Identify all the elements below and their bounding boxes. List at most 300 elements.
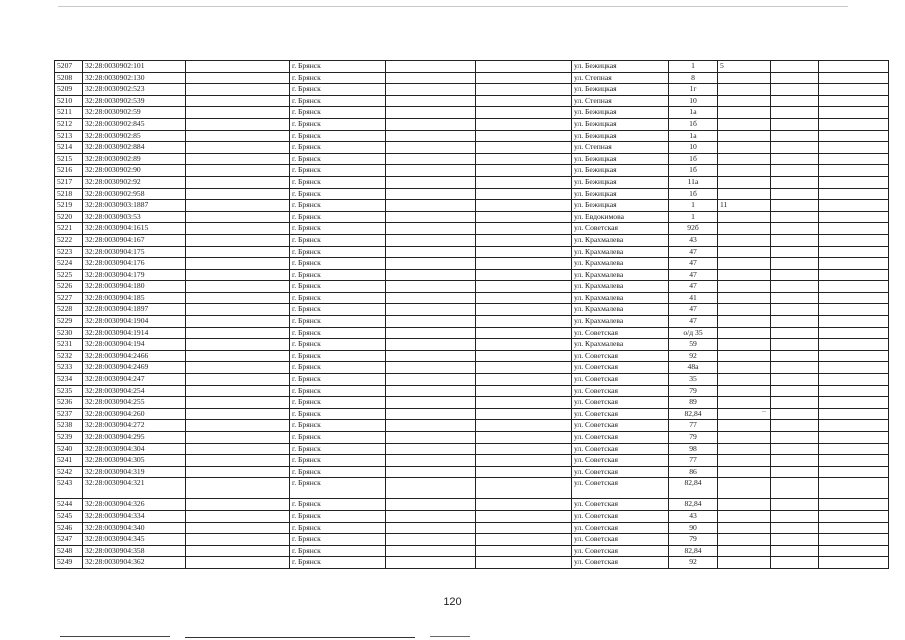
empty-cell (819, 499, 889, 511)
extra-cell (718, 234, 771, 246)
row-number-cell: 5243 (55, 478, 83, 499)
empty-cell (771, 95, 819, 107)
extra-cell (718, 455, 771, 467)
city-cell: г. Брянск (290, 118, 386, 130)
empty-cell (771, 510, 819, 522)
empty-cell (771, 61, 819, 73)
house-number-cell: 92б (669, 223, 718, 235)
empty-cell (819, 545, 889, 557)
row-number-cell: 5248 (55, 545, 83, 557)
cadastral-number-cell: 32:28:0030904:1904 (83, 316, 186, 328)
empty-cell (386, 72, 476, 84)
empty-cell (771, 107, 819, 119)
street-cell: ул. Бежицкая (572, 200, 669, 212)
house-number-cell: 89 (669, 397, 718, 409)
street-cell: ул. Советская (572, 223, 669, 235)
cadastral-number-cell: 32:28:0030904:362 (83, 557, 186, 569)
table-row (55, 327, 889, 339)
extra-cell (718, 534, 771, 546)
city-cell: г. Брянск (290, 374, 386, 386)
house-number-cell: о/д 35 (669, 327, 718, 339)
empty-cell (771, 153, 819, 165)
empty-cell (186, 397, 290, 409)
table-row (55, 385, 889, 397)
cadastral-number-cell: 32:28:0030902:130 (83, 72, 186, 84)
table-row (55, 107, 889, 119)
street-cell: ул. Советская (572, 397, 669, 409)
empty-cell (771, 362, 819, 374)
street-cell: ул. Бежицкая (572, 176, 669, 188)
street-cell: ул. Советская (572, 499, 669, 511)
empty-cell (186, 304, 290, 316)
table-row (55, 223, 889, 235)
empty-cell (476, 432, 572, 444)
street-cell: ул. Советская (572, 522, 669, 534)
table-row (55, 510, 889, 522)
empty-cell (476, 61, 572, 73)
empty-cell (476, 165, 572, 177)
empty-cell (386, 350, 476, 362)
cadastral-number-cell: 32:28:0030902:845 (83, 118, 186, 130)
table-row (55, 304, 889, 316)
empty-cell (386, 339, 476, 351)
row-number-cell: 5227 (55, 292, 83, 304)
empty-cell (819, 316, 889, 328)
extra-cell (718, 292, 771, 304)
empty-cell (186, 176, 290, 188)
city-cell: г. Брянск (290, 281, 386, 293)
cadastral-number-cell: 32:28:0030904:304 (83, 443, 186, 455)
empty-cell (771, 408, 819, 420)
page-top-rule (58, 6, 848, 7)
empty-cell (386, 130, 476, 142)
city-cell: г. Брянск (290, 339, 386, 351)
empty-cell (386, 534, 476, 546)
street-cell: ул. Крахмалева (572, 246, 669, 258)
empty-cell (386, 223, 476, 235)
empty-cell (386, 211, 476, 223)
empty-cell (819, 84, 889, 96)
empty-cell (771, 455, 819, 467)
extra-cell (718, 130, 771, 142)
street-cell: ул. Бежицкая (572, 107, 669, 119)
empty-cell (819, 281, 889, 293)
empty-cell (386, 545, 476, 557)
empty-cell (771, 234, 819, 246)
house-number-cell: 8 (669, 72, 718, 84)
empty-cell (771, 165, 819, 177)
row-number-cell: 5233 (55, 362, 83, 374)
empty-cell (476, 72, 572, 84)
empty-cell (819, 292, 889, 304)
row-number-cell: 5216 (55, 165, 83, 177)
row-number-cell: 5221 (55, 223, 83, 235)
empty-cell (386, 408, 476, 420)
house-number-cell: 1а (669, 130, 718, 142)
table-row (55, 374, 889, 386)
street-cell: ул. Советская (572, 408, 669, 420)
empty-cell (386, 304, 476, 316)
empty-cell (819, 362, 889, 374)
street-cell: ул. Крахмалева (572, 316, 669, 328)
extra-cell (718, 385, 771, 397)
row-number-cell: 5218 (55, 188, 83, 200)
house-number-cell: 86 (669, 466, 718, 478)
empty-cell (819, 200, 889, 212)
empty-cell (386, 374, 476, 386)
city-cell: г. Брянск (290, 107, 386, 119)
extra-cell (718, 499, 771, 511)
street-cell: ул. Степная (572, 95, 669, 107)
cadastral-number-cell: 32:28:0030902:958 (83, 188, 186, 200)
house-number-cell: 47 (669, 269, 718, 281)
street-cell: ул. Советская (572, 466, 669, 478)
cadastral-number-cell: 32:28:0030902:539 (83, 95, 186, 107)
empty-cell (476, 522, 572, 534)
house-number-cell: 92 (669, 350, 718, 362)
extra-cell (718, 176, 771, 188)
house-number-cell: 11а (669, 176, 718, 188)
city-cell: г. Брянск (290, 292, 386, 304)
empty-cell (186, 61, 290, 73)
row-number-cell: 5234 (55, 374, 83, 386)
row-number-cell: 5246 (55, 522, 83, 534)
empty-cell (819, 142, 889, 154)
table-row (55, 188, 889, 200)
empty-cell (771, 499, 819, 511)
city-cell: г. Брянск (290, 499, 386, 511)
street-cell: ул. Бежицкая (572, 118, 669, 130)
empty-cell (771, 534, 819, 546)
city-cell: г. Брянск (290, 432, 386, 444)
empty-cell (476, 443, 572, 455)
empty-cell (386, 200, 476, 212)
empty-cell (386, 432, 476, 444)
street-cell: ул. Советская (572, 534, 669, 546)
extra-cell (718, 258, 771, 270)
empty-cell (771, 466, 819, 478)
table-row (55, 443, 889, 455)
cadastral-number-cell: 32:28:0030904:2466 (83, 350, 186, 362)
table-row (55, 258, 889, 270)
row-number-cell: 5212 (55, 118, 83, 130)
street-cell: ул. Степная (572, 72, 669, 84)
empty-cell (386, 362, 476, 374)
empty-cell (476, 557, 572, 569)
empty-cell (386, 281, 476, 293)
cadastral-number-cell: 32:28:0030904:358 (83, 545, 186, 557)
empty-cell (819, 165, 889, 177)
row-number-cell: 5241 (55, 455, 83, 467)
empty-cell (476, 176, 572, 188)
street-cell: ул. Советская (572, 374, 669, 386)
empty-cell (386, 269, 476, 281)
empty-cell (819, 246, 889, 258)
register-table (54, 60, 889, 569)
table-row (55, 420, 889, 432)
cadastral-number-cell: 32:28:0030904:345 (83, 534, 186, 546)
empty-cell (386, 142, 476, 154)
row-number-cell: 5217 (55, 176, 83, 188)
city-cell: г. Брянск (290, 397, 386, 409)
empty-cell (476, 374, 572, 386)
page-number: 120 (443, 596, 462, 608)
empty-cell (476, 258, 572, 270)
empty-cell (771, 385, 819, 397)
empty-cell (819, 188, 889, 200)
empty-cell (186, 420, 290, 432)
city-cell: г. Брянск (290, 84, 386, 96)
street-cell: ул. Советская (572, 327, 669, 339)
cadastral-number-cell: 32:28:0030904:305 (83, 455, 186, 467)
empty-cell (476, 397, 572, 409)
cadastral-number-cell: 32:28:0030904:254 (83, 385, 186, 397)
street-cell: ул. Бежицкая (572, 188, 669, 200)
table-row (55, 246, 889, 258)
empty-cell (186, 142, 290, 154)
row-number-cell: 5245 (55, 510, 83, 522)
empty-cell (819, 443, 889, 455)
empty-cell (386, 107, 476, 119)
house-number-cell: 47 (669, 258, 718, 270)
row-number-cell: 5242 (55, 466, 83, 478)
empty-cell (386, 188, 476, 200)
extra-cell (718, 223, 771, 235)
register-rows (55, 61, 889, 569)
house-number-cell: 79 (669, 534, 718, 546)
scan-artifact-line (430, 636, 470, 637)
house-number-cell: 10 (669, 142, 718, 154)
extra-cell (718, 165, 771, 177)
empty-cell (386, 455, 476, 467)
table-row (55, 350, 889, 362)
street-cell: ул. Бежицкая (572, 61, 669, 73)
cadastral-number-cell: 32:28:0030902:85 (83, 130, 186, 142)
empty-cell (386, 316, 476, 328)
empty-cell (771, 432, 819, 444)
empty-cell (819, 130, 889, 142)
city-cell: г. Брянск (290, 246, 386, 258)
house-number-cell: 47 (669, 304, 718, 316)
table-row (55, 130, 889, 142)
cadastral-number-cell: 32:28:0030904:180 (83, 281, 186, 293)
empty-cell (771, 397, 819, 409)
empty-cell (386, 246, 476, 258)
empty-cell (819, 397, 889, 409)
empty-cell (476, 304, 572, 316)
empty-cell (819, 534, 889, 546)
cadastral-number-cell: 32:28:0030902:90 (83, 165, 186, 177)
empty-cell (476, 281, 572, 293)
city-cell: г. Брянск (290, 234, 386, 246)
empty-cell (476, 95, 572, 107)
table-row (55, 72, 889, 84)
extra-cell (718, 118, 771, 130)
empty-cell (819, 258, 889, 270)
empty-cell (186, 557, 290, 569)
city-cell: г. Брянск (290, 350, 386, 362)
table-row (55, 466, 889, 478)
table-row (55, 545, 889, 557)
table-row (55, 269, 889, 281)
house-number-cell: 1 (669, 200, 718, 212)
table-row (55, 316, 889, 328)
extra-cell (718, 362, 771, 374)
house-number-cell: 77 (669, 455, 718, 467)
empty-cell (819, 269, 889, 281)
empty-cell (476, 339, 572, 351)
city-cell: г. Брянск (290, 408, 386, 420)
empty-cell (476, 408, 572, 420)
city-cell: г. Брянск (290, 200, 386, 212)
empty-cell (771, 269, 819, 281)
row-number-cell: 5224 (55, 258, 83, 270)
table-row (55, 432, 889, 444)
empty-cell (771, 292, 819, 304)
empty-cell (771, 72, 819, 84)
city-cell: г. Брянск (290, 61, 386, 73)
city-cell: г. Брянск (290, 316, 386, 328)
house-number-cell: 59 (669, 339, 718, 351)
cadastral-number-cell: 32:28:0030904:167 (83, 234, 186, 246)
row-number-cell: 5231 (55, 339, 83, 351)
empty-cell (386, 176, 476, 188)
city-cell: г. Брянск (290, 557, 386, 569)
cadastral-number-cell: 32:28:0030904:185 (83, 292, 186, 304)
street-cell: ул. Крахмалева (572, 339, 669, 351)
empty-cell (476, 350, 572, 362)
empty-cell (386, 420, 476, 432)
house-number-cell: 82,84 (669, 499, 718, 511)
empty-cell (476, 118, 572, 130)
city-cell: г. Брянск (290, 269, 386, 281)
extra-cell (718, 153, 771, 165)
street-cell: ул. Крахмалева (572, 281, 669, 293)
empty-cell (476, 292, 572, 304)
empty-cell (771, 304, 819, 316)
empty-cell (476, 534, 572, 546)
row-number-cell: 5207 (55, 61, 83, 73)
empty-cell (186, 200, 290, 212)
extra-cell (718, 246, 771, 258)
empty-cell (771, 258, 819, 270)
house-number-cell: 43 (669, 234, 718, 246)
empty-cell (819, 420, 889, 432)
extra-cell (718, 188, 771, 200)
house-number-cell: 1б (669, 188, 718, 200)
empty-cell (186, 545, 290, 557)
empty-cell (771, 118, 819, 130)
empty-cell (476, 510, 572, 522)
empty-cell (771, 522, 819, 534)
cadastral-number-cell: 32:28:0030902:101 (83, 61, 186, 73)
empty-cell (476, 327, 572, 339)
table-row (55, 118, 889, 130)
cadastral-number-cell: 32:28:0030903:53 (83, 211, 186, 223)
empty-cell (771, 339, 819, 351)
cadastral-number-cell: 32:28:0030904:1914 (83, 327, 186, 339)
city-cell: г. Брянск (290, 534, 386, 546)
city-cell: г. Брянск (290, 211, 386, 223)
city-cell: г. Брянск (290, 176, 386, 188)
empty-cell (386, 499, 476, 511)
empty-cell (186, 118, 290, 130)
empty-cell (819, 176, 889, 188)
row-number-cell: 5220 (55, 211, 83, 223)
city-cell: г. Брянск (290, 455, 386, 467)
empty-cell (386, 258, 476, 270)
empty-cell (819, 304, 889, 316)
city-cell: г. Брянск (290, 72, 386, 84)
street-cell: ул. Бежицкая (572, 153, 669, 165)
table-row (55, 234, 889, 246)
city-cell: г. Брянск (290, 188, 386, 200)
empty-cell (771, 420, 819, 432)
empty-cell (386, 478, 476, 499)
extra-cell (718, 107, 771, 119)
empty-cell (476, 385, 572, 397)
empty-cell (819, 557, 889, 569)
table-row (55, 165, 889, 177)
empty-cell (819, 522, 889, 534)
cadastral-number-cell: 32:28:0030902:523 (83, 84, 186, 96)
cadastral-number-cell: 32:28:0030904:179 (83, 269, 186, 281)
city-cell: г. Брянск (290, 130, 386, 142)
empty-cell (771, 557, 819, 569)
street-cell: ул. Советская (572, 545, 669, 557)
empty-cell (476, 200, 572, 212)
empty-cell (186, 374, 290, 386)
table-row (55, 557, 889, 569)
empty-cell (386, 510, 476, 522)
extra-cell (718, 269, 771, 281)
extra-cell (718, 545, 771, 557)
row-number-cell: 5215 (55, 153, 83, 165)
row-number-cell: 5232 (55, 350, 83, 362)
empty-cell (386, 118, 476, 130)
empty-cell (819, 107, 889, 119)
empty-cell (386, 385, 476, 397)
row-number-cell: 5230 (55, 327, 83, 339)
empty-cell (771, 350, 819, 362)
street-cell: ул. Советская (572, 510, 669, 522)
empty-cell (819, 211, 889, 223)
empty-cell (386, 61, 476, 73)
empty-cell (819, 466, 889, 478)
empty-cell (186, 269, 290, 281)
table-row (55, 84, 889, 96)
row-number-cell: 5213 (55, 130, 83, 142)
cadastral-number-cell: 32:28:0030902:884 (83, 142, 186, 154)
empty-cell (186, 165, 290, 177)
cadastral-number-cell: 32:28:0030904:1615 (83, 223, 186, 235)
house-number-cell: 1б (669, 165, 718, 177)
empty-cell (771, 316, 819, 328)
empty-cell (186, 107, 290, 119)
extra-cell (718, 142, 771, 154)
empty-cell (771, 327, 819, 339)
empty-cell (186, 292, 290, 304)
city-cell: г. Брянск (290, 420, 386, 432)
extra-cell (718, 557, 771, 569)
empty-cell (819, 61, 889, 73)
street-cell: ул. Крахмалева (572, 292, 669, 304)
house-number-cell: 77 (669, 420, 718, 432)
empty-cell (386, 153, 476, 165)
row-number-cell: 5208 (55, 72, 83, 84)
city-cell: г. Брянск (290, 545, 386, 557)
empty-cell (386, 466, 476, 478)
